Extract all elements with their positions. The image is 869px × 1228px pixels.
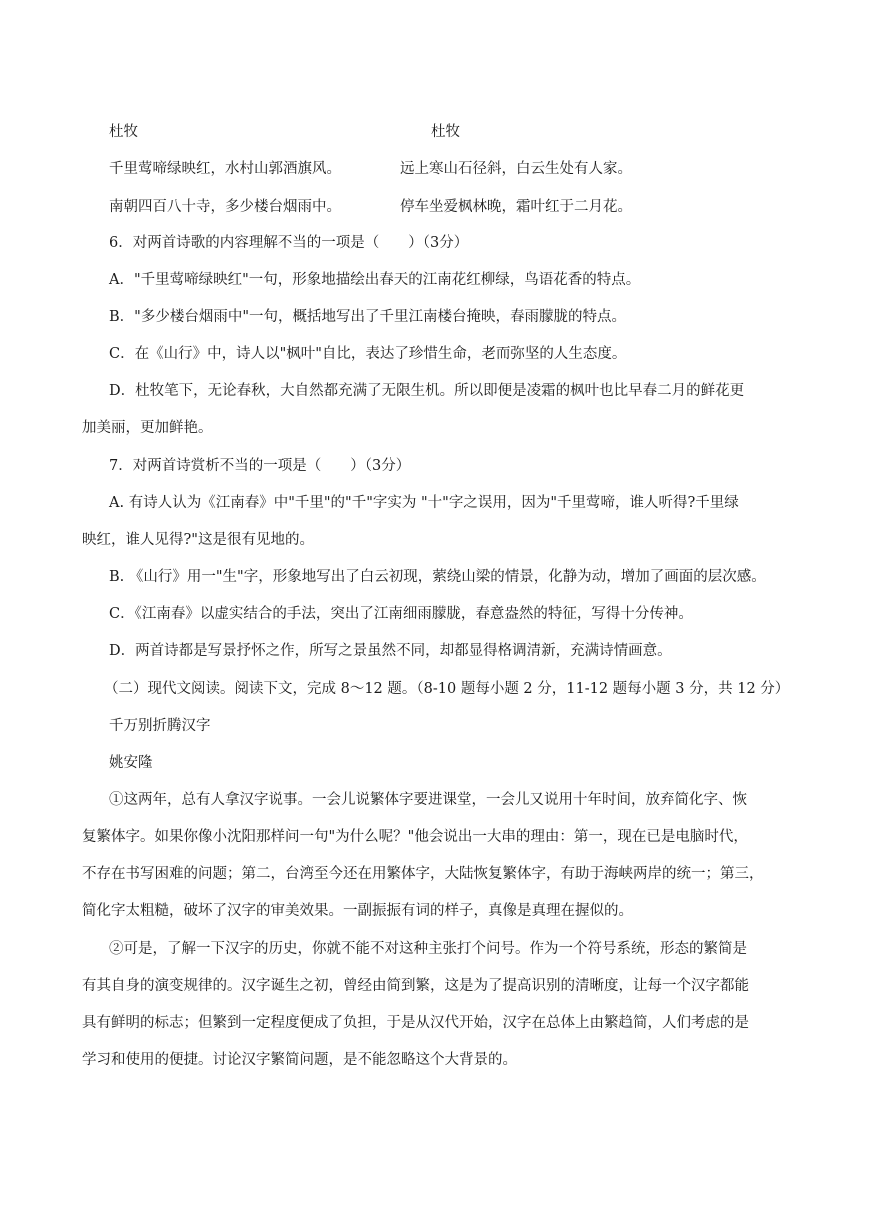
question-7-stem: 7．对两首诗赏析不当的一项是（ ）（3分） (109, 458, 411, 474)
question-7-option-d: D．两首诗都是写景抒怀之作，所写之景虽然不同，却都显得格调清新，充满诗情画意。 (109, 643, 672, 659)
article-author: 姚安隆 (109, 755, 153, 771)
paragraph-1-line-4: 简化字太粗糙，破坏了汉字的审美效果。一副振振有词的样子，真像是真理在握似的。 (82, 903, 633, 919)
poem-right-line-2: 停车坐爱枫林晚，霜叶红于二月花。 (400, 199, 632, 215)
question-7-option-a-line-2: 映红，谁人见得?"这是很有见地的。 (82, 532, 314, 548)
article-title: 千万别折腾汉字 (109, 718, 211, 734)
poem-left-line-1: 千里莺啼绿映红，水村山郭酒旗风。 (109, 161, 341, 177)
question-6-stem: 6．对两首诗歌的内容理解不当的一项是（ ）（3分） (109, 235, 469, 251)
question-6-option-c: C．在《山行》中，诗人以"枫叶"自比，表达了珍惜生命，老而弥坚的人生态度。 (109, 346, 627, 362)
question-6-option-b: B．"多少楼台烟雨中"一句，概括地写出了千里江南楼台掩映，春雨朦胧的特点。 (109, 309, 626, 325)
paragraph-2-line-1: ②可是，了解一下汉字的历史，你就不能不对这种主张打个问号。作为一个符号系统，形态的繁简是 (109, 941, 747, 957)
question-7-option-c: C．《江南春》以虚实结合的手法，突出了江南细雨朦胧，春意盎然的特征，写得十分传神。 (109, 606, 693, 622)
poem-left-line-2: 南朝四百八十寺，多少楼台烟雨中。 (109, 199, 341, 215)
question-6-option-a: A．"千里莺啼绿映红"一句，形象地描绘出春天的江南花红柳绿，鸟语花香的特点。 (109, 272, 641, 288)
question-6-option-d-line-2: 加美丽，更加鲜艳。 (82, 420, 213, 436)
poem-left-author: 杜牧 (109, 124, 138, 140)
section-2-heading: （二）现代文阅读。阅读下文，完成 8～12 题。（8-10 题每小题 2 分，11-12 题每小题 3 分，共 12 分） (104, 681, 790, 697)
question-7-option-b: B. 《山行》用一"生"字，形象地写出了白云初现，萦绕山梁的情景，化静为动，增加了画面的层次感。 (109, 569, 766, 585)
poem-right-author: 杜牧 (431, 124, 460, 140)
poem-right-line-1: 远上寒山石径斜，白云生处有人家。 (400, 161, 632, 177)
paragraph-2-line-2: 有其自身的演变规律的。汉字诞生之初，曾经由简到繁，这是为了提高识别的清晰度，让每一个汉字都能 (82, 978, 749, 994)
question-7-option-a-line-1: A. 有诗人认为《江南春》中"千里"的"千"字实为 "十"字之误用，因为"千里莺啼，谁人听得?千里绿 (109, 495, 739, 511)
paragraph-2-line-3: 具有鲜明的标志；但繁到一定程度便成了负担，于是从汉代开始，汉字在总体上由繁趋简，人们考虑的是 (82, 1015, 749, 1031)
paragraph-1-line-2: 复繁体字。如果你像小沈阳那样问一句"为什么呢？"他会说出一大串的理由：第一，现在已是电脑时代， (82, 829, 748, 845)
question-6-option-d-line-1: D．杜牧笔下，无论春秋，大自然都充满了无限生机。所以即便是凌霜的枫叶也比早春二月的鲜花更 (109, 383, 745, 399)
paragraph-2-line-4: 学习和使用的便捷。讨论汉字繁简问题，是不能忽略这个大背景的。 (82, 1052, 517, 1068)
paragraph-1-line-1: ①这两年，总有人拿汉字说事。一会儿说繁体字要进课堂，一会儿又说用十年时间，放弃简化字、恢 (109, 792, 747, 808)
paragraph-1-line-3: 不存在书写困难的问题；第二，台湾至今还在用繁体字，大陆恢复繁体字，有助于海峡两岸的统一；第三， (82, 866, 764, 882)
